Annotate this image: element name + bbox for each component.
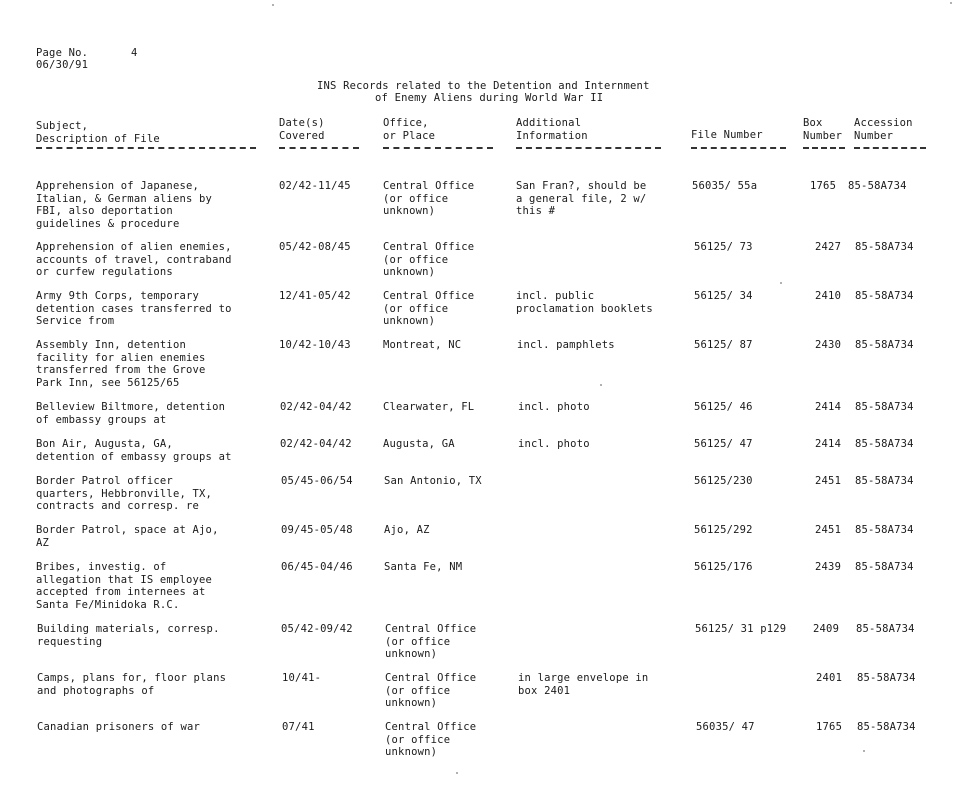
header-office: Office, or Place bbox=[383, 117, 436, 142]
row-box: 2430 bbox=[815, 339, 842, 351]
row-file-number: 56125/ 73 bbox=[694, 241, 753, 253]
header-file-number: File Number bbox=[691, 129, 763, 141]
row-box: 2409 bbox=[813, 623, 840, 635]
page-number: 4 bbox=[131, 47, 138, 59]
row-dates: 02/42-11/45 bbox=[279, 180, 351, 192]
row-subject: Border Patrol officer quarters, Hebbronville, TX, contracts and corresp. re bbox=[36, 475, 213, 512]
row-box: 2414 bbox=[815, 401, 842, 413]
row-accession: 85-58A734 bbox=[848, 180, 907, 192]
row-dates: 05/42-08/45 bbox=[279, 241, 351, 253]
row-accession: 85-58A734 bbox=[856, 623, 915, 635]
row-office: Central Office (or office unknown) bbox=[385, 623, 477, 660]
row-additional: incl. public proclamation booklets bbox=[516, 290, 653, 315]
row-subject: Bribes, investig. of allegation that IS employee accepted from internees at Santa Fe/Minidoka R.C. bbox=[36, 561, 213, 611]
row-dates: 07/41 bbox=[282, 721, 315, 733]
row-dates: 05/45-06/54 bbox=[281, 475, 353, 487]
row-office: Augusta, GA bbox=[383, 438, 455, 450]
row-box: 2401 bbox=[816, 672, 843, 684]
report-date: 06/30/91 bbox=[36, 59, 89, 71]
header-box: Box Number bbox=[803, 117, 843, 142]
row-file-number: 56125/176 bbox=[694, 561, 753, 573]
row-office: Central Office (or office unknown) bbox=[385, 721, 477, 758]
report-title-line1: INS Records related to the Detention and Internment bbox=[317, 80, 650, 92]
row-additional: incl. photo bbox=[518, 401, 590, 413]
row-box: 2410 bbox=[815, 290, 842, 302]
row-additional: San Fran?, should be a general file, 2 w/ this # bbox=[516, 180, 647, 217]
row-subject: Army 9th Corps, temporary detention cases transferred to Service from bbox=[36, 290, 232, 327]
row-accession: 85-58A734 bbox=[855, 401, 914, 413]
header-rule bbox=[803, 147, 845, 149]
row-subject: Apprehension of Japanese, Italian, & German aliens by FBI, also deportation guidelines & procedure bbox=[36, 180, 213, 230]
row-accession: 85-58A734 bbox=[855, 339, 914, 351]
header-rule bbox=[516, 147, 661, 149]
row-file-number: 56035/ 55a bbox=[692, 180, 758, 192]
row-office: Central Office (or office unknown) bbox=[383, 180, 475, 217]
row-accession: 85-58A734 bbox=[857, 721, 916, 733]
row-dates: 06/45-04/46 bbox=[281, 561, 353, 573]
row-subject: Building materials, corresp. requesting bbox=[37, 623, 220, 648]
scan-speck bbox=[950, 2, 952, 4]
header-subject: Subject, Description of File bbox=[36, 120, 160, 145]
row-office: Central Office (or office unknown) bbox=[383, 290, 475, 327]
scan-speck bbox=[456, 772, 458, 774]
header-rule bbox=[279, 147, 359, 149]
row-dates: 02/42-04/42 bbox=[280, 438, 352, 450]
row-file-number: 56125/ 47 bbox=[694, 438, 753, 450]
row-accession: 85-58A734 bbox=[855, 438, 914, 450]
row-file-number: 56125/ 46 bbox=[694, 401, 753, 413]
header-additional: Additional Information bbox=[516, 117, 588, 142]
row-accession: 85-58A734 bbox=[855, 241, 914, 253]
row-subject: Border Patrol, space at Ajo, AZ bbox=[36, 524, 219, 549]
report-title-line2: of Enemy Aliens during World War II bbox=[375, 92, 604, 104]
row-file-number: 56125/ 87 bbox=[694, 339, 753, 351]
row-additional: incl. pamphlets bbox=[517, 339, 615, 351]
row-office: Montreat, NC bbox=[383, 339, 462, 351]
row-office: Central Office (or office unknown) bbox=[383, 241, 475, 278]
row-subject: Assembly Inn, detention facility for alien enemies transferred from the Grove Park Inn, see 56125/65 bbox=[36, 339, 206, 389]
header-dates: Date(s) Covered bbox=[279, 117, 325, 142]
scan-speck bbox=[600, 384, 602, 386]
row-subject: Apprehension of alien enemies, accounts of travel, contraband or curfew regulations bbox=[36, 241, 232, 278]
row-accession: 85-58A734 bbox=[855, 524, 914, 536]
row-dates: 10/41- bbox=[282, 672, 322, 684]
row-accession: 85-58A734 bbox=[857, 672, 916, 684]
row-office: San Antonio, TX bbox=[384, 475, 482, 487]
row-subject: Camps, plans for, floor plans and photographs of bbox=[37, 672, 227, 697]
row-office: Central Office (or office unknown) bbox=[385, 672, 477, 709]
row-dates: 10/42-10/43 bbox=[279, 339, 351, 351]
row-box: 2414 bbox=[815, 438, 842, 450]
header-rule bbox=[854, 147, 926, 149]
page-label: Page No. bbox=[36, 47, 89, 59]
header-accession: Accession Number bbox=[854, 117, 913, 142]
row-box: 2451 bbox=[815, 524, 842, 536]
row-accession: 85-58A734 bbox=[855, 290, 914, 302]
row-box: 1765 bbox=[810, 180, 837, 192]
row-subject: Canadian prisoners of war bbox=[37, 721, 201, 733]
row-accession: 85-58A734 bbox=[855, 561, 914, 573]
row-subject: Bon Air, Augusta, GA, detention of embassy groups at bbox=[36, 438, 232, 463]
row-accession: 85-58A734 bbox=[855, 475, 914, 487]
row-box: 1765 bbox=[816, 721, 843, 733]
row-box: 2451 bbox=[815, 475, 842, 487]
row-file-number: 56125/ 34 bbox=[694, 290, 753, 302]
row-box: 2439 bbox=[815, 561, 842, 573]
row-subject: Belleview Biltmore, detention of embassy groups at bbox=[36, 401, 226, 426]
header-rule bbox=[383, 147, 493, 149]
row-additional: in large envelope in box 2401 bbox=[518, 672, 649, 697]
row-dates: 02/42-04/42 bbox=[280, 401, 352, 413]
row-file-number: 56035/ 47 bbox=[696, 721, 755, 733]
scan-speck bbox=[863, 750, 865, 752]
row-additional: incl. photo bbox=[518, 438, 590, 450]
header-rule bbox=[36, 147, 256, 149]
row-file-number: 56125/ 31 p129 bbox=[695, 623, 787, 635]
row-file-number: 56125/292 bbox=[694, 524, 753, 536]
row-file-number: 56125/230 bbox=[694, 475, 753, 487]
row-dates: 12/41-05/42 bbox=[279, 290, 351, 302]
row-dates: 05/42-09/42 bbox=[281, 623, 353, 635]
row-office: Ajo, AZ bbox=[384, 524, 430, 536]
row-dates: 09/45-05/48 bbox=[281, 524, 353, 536]
row-box: 2427 bbox=[815, 241, 842, 253]
row-office: Santa Fe, NM bbox=[384, 561, 463, 573]
scan-speck bbox=[272, 4, 274, 6]
row-office: Clearwater, FL bbox=[383, 401, 475, 413]
header-rule bbox=[691, 147, 786, 149]
scan-speck bbox=[780, 282, 782, 284]
